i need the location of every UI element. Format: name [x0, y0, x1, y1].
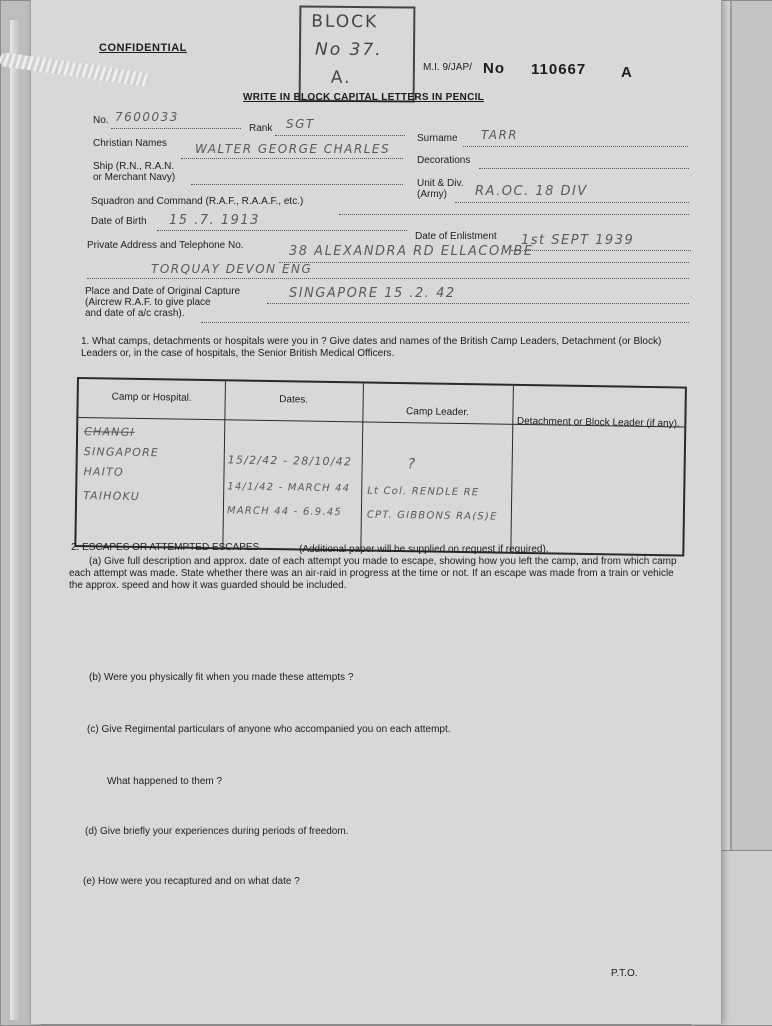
dob-value: 15 .7. 1913	[169, 213, 260, 228]
decorations-label: Decorations	[417, 155, 471, 166]
enlistment-value: 1st SEPT 1939	[521, 233, 635, 248]
question-2-note: (Additional paper will be supplied on request if required).	[299, 544, 549, 555]
address-value-line-2: TORQUAY DEVON ENG	[151, 262, 313, 276]
question-2c-text: (c) Give Regimental particulars of anyone who accompanied you on each attempt.	[87, 724, 451, 735]
surname-value: TARR	[481, 128, 519, 142]
dob-label: Date of Birth	[91, 216, 147, 227]
unit-label: Unit & Div.	[417, 178, 464, 189]
capture-value: SINGAPORE 15 .2. 42	[289, 286, 456, 301]
table-row-camp: HAITO	[83, 465, 125, 479]
column-header-dates: Dates.	[279, 394, 309, 406]
rank-label: Rank	[249, 123, 273, 134]
no-label: No.	[93, 115, 109, 126]
table-row-camp: SINGAPORE	[83, 445, 160, 460]
table-row-camp: CHANGI	[84, 425, 135, 439]
table-row-dates: MARCH 44 - 6.9.45	[226, 505, 342, 519]
table-row-dates: 15/2/42 - 28/10/42	[227, 453, 353, 469]
question-2c-followup: What happened to them ?	[107, 776, 223, 787]
column-header-camp-leader: Camp Leader.	[405, 406, 469, 419]
capture-label-2: (Aircrew R.A.F. to give place	[85, 297, 211, 308]
form-number: 110667	[531, 61, 587, 78]
table-row-camp: TAIHOKU	[83, 489, 141, 504]
table-row-dates: 14/1/42 - MARCH 44	[227, 481, 351, 495]
address-label: Private Address and Telephone No.	[87, 240, 244, 251]
stamp-line-2: No 37.	[314, 39, 383, 61]
form-number-suffix: A	[621, 64, 633, 81]
capture-label-3: and date of a/c crash).	[85, 308, 185, 319]
no-value: 7600033	[115, 110, 179, 124]
table-row-leader: CPT. GIBBONS RA(S)E	[366, 509, 498, 523]
question-2d-text: (d) Give briefly your experiences during periods of freedom.	[85, 826, 349, 837]
question-2b-text: (b) Were you physically fit when you made these attempts ?	[89, 672, 354, 683]
column-header-block-leader: Detachment or Block Leader (if any).	[516, 415, 680, 430]
christian-names-label: Christian Names	[93, 138, 167, 149]
instruction-heading: WRITE IN BLOCK CAPITAL LETTERS IN PENCIL	[243, 92, 485, 103]
column-header-camp: Camp or Hospital.	[111, 391, 192, 404]
christian-names-value: WALTER GEORGE CHARLES	[195, 142, 391, 156]
stamp-line-3: A.	[330, 67, 352, 88]
question-2a-text: (a) Give full description and approx. date of each attempt you made to escape, showing how you left the camp, and from which camp each attempt was made. State whether there was an air-raid in progress at the time or not. If an escape was made from a train or vehicle the approx. speed and how it was guarded should be included.	[69, 556, 677, 591]
question-1-text: 1. What camps, detachments or hospitals were you in ? Give dates and names of the British Camp Leaders, Detachment (or Block) Leaders or, in the case of hospitals, the Senior British Medical Officers.	[81, 336, 662, 359]
address-value-line-1: 38 ALEXANDRA RD ELLACOMBE	[289, 244, 534, 259]
rank-value: SGT	[286, 117, 315, 131]
binding-string-vertical	[10, 20, 20, 1020]
table-row-leader: ?	[407, 456, 417, 473]
question-2e-text: (e) How were you recaptured and on what date ?	[83, 876, 300, 887]
enlistment-label: Date of Enlistment	[415, 231, 497, 242]
table-row-leader: Lt Col. RENDLE RE	[367, 485, 480, 499]
camps-table	[74, 377, 687, 557]
confidential-heading: CONFIDENTIAL	[99, 42, 187, 54]
squadron-label: Squadron and Command (R.A.F., R.A.A.F., etc.)	[91, 196, 304, 207]
ship-label-2: or Merchant Navy)	[93, 172, 176, 183]
unit-value: RA.OC. 18 DIV	[475, 184, 588, 199]
form-sheet	[30, 0, 722, 1024]
block-stamp	[299, 5, 416, 102]
pto-label: P.T.O.	[611, 968, 638, 979]
surname-label: Surname	[417, 133, 458, 144]
reference-code: M.I. 9/JAP/	[423, 62, 472, 73]
question-2-heading: 2. ESCAPES OR ATTEMPTED ESCAPES.	[71, 542, 262, 553]
number-prefix: No	[483, 60, 505, 77]
unit-label-2: (Army)	[417, 189, 447, 200]
stamp-line-1: BLOCK	[311, 11, 379, 33]
ship-label: Ship (R.N., R.A.N.	[93, 161, 175, 172]
capture-label-1: Place and Date of Original Capture	[85, 286, 241, 297]
